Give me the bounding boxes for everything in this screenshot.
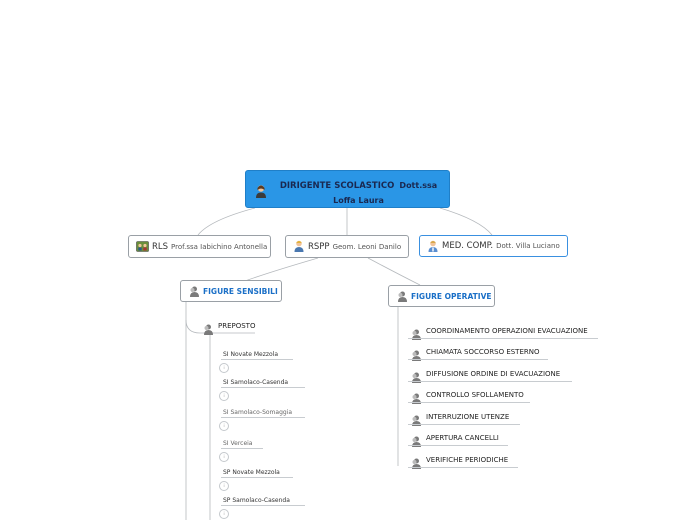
operative-item-label: DIFFUSIONE ORDINE DI EVACUAZIONE	[426, 370, 561, 378]
rls-sub: Prof.ssa Iabichino Antonella	[171, 242, 268, 251]
user-silhouette-icon	[411, 368, 421, 387]
group-photo-icon	[136, 237, 149, 256]
root-subtitle-a: Dott.ssa	[399, 181, 438, 190]
list-item-operative-1[interactable]	[400, 345, 550, 361]
sensibili-item-label: SI Novate Mezzola	[223, 351, 279, 358]
rspp-sub: Geom. Leoni Danilo	[332, 242, 402, 251]
list-item-sensibili-2[interactable]	[211, 404, 296, 430]
med-sub: Dott. Villa Luciano	[496, 242, 560, 250]
note-icon[interactable]: i	[219, 509, 229, 519]
root-subtitle-b: Loffa Laura	[333, 196, 384, 205]
sensibili-item-label: SI Verceia	[223, 440, 253, 447]
rspp-label: RSPP	[308, 241, 330, 252]
sensibili-item-label: SP Novate Mezzola	[223, 469, 280, 476]
list-item-operative-4[interactable]	[400, 410, 520, 426]
user-silhouette-icon	[189, 282, 199, 301]
list-item-sensibili-1[interactable]	[211, 374, 296, 400]
list-item-sensibili-4[interactable]	[211, 464, 286, 490]
user-silhouette-icon	[411, 432, 421, 451]
note-icon[interactable]: i	[219, 452, 229, 462]
node-rls[interactable]	[128, 235, 271, 258]
list-item-sensibili-0[interactable]	[211, 346, 286, 372]
list-item-operative-5[interactable]	[400, 431, 508, 447]
figure-operative-title: FIGURE OPERATIVE	[411, 291, 492, 301]
list-item-sensibili-3[interactable]	[211, 435, 261, 461]
sensibili-item-label: SI Samolaco-Somaggia	[223, 409, 293, 416]
list-item-operative-2[interactable]	[400, 367, 572, 383]
operative-item-label: INTERRUZIONE UTENZE	[426, 413, 510, 421]
list-item-operative-3[interactable]	[400, 388, 530, 404]
note-icon[interactable]: i	[219, 421, 229, 431]
user-silhouette-icon	[411, 346, 421, 365]
man-person-icon	[294, 237, 304, 256]
note-icon[interactable]: i	[219, 363, 229, 373]
operative-item-label: CONTROLLO SFOLLAMENTO	[426, 391, 524, 399]
root-title: DIRIGENTE SCOLASTICO	[279, 181, 395, 191]
root-node-dirigente[interactable]	[245, 170, 450, 208]
woman-person-icon	[255, 183, 267, 202]
node-figure-sensibili[interactable]	[180, 280, 282, 302]
operative-item-label: COORDINAMENTO OPERAZIONI EVACUAZIONE	[426, 327, 588, 335]
user-silhouette-icon	[411, 389, 421, 408]
user-silhouette-icon	[411, 454, 421, 473]
user-silhouette-icon	[411, 411, 421, 430]
sensibili-item-label: SP Samolaco-Casenda	[223, 497, 290, 504]
note-icon[interactable]: i	[219, 481, 229, 491]
node-figure-operative[interactable]	[388, 285, 495, 307]
med-label: MED. COMP.	[442, 241, 494, 251]
rls-label: RLS	[152, 241, 169, 252]
user-silhouette-icon	[411, 325, 421, 344]
node-med-comp[interactable]	[419, 235, 568, 257]
note-icon[interactable]: i	[219, 391, 229, 401]
list-item-sensibili-5[interactable]	[211, 492, 296, 518]
node-rspp[interactable]	[285, 235, 409, 258]
user-silhouette-icon	[397, 287, 407, 306]
figure-sensibili-title: FIGURE SENSIBILI	[203, 286, 278, 296]
doctor-person-icon	[428, 237, 438, 256]
sensibili-item-label: SI Samolaco-Casenda	[223, 379, 289, 386]
node-preposto[interactable]	[203, 320, 258, 334]
list-item-operative-0[interactable]	[400, 324, 600, 340]
list-item-operative-6[interactable]	[400, 453, 520, 469]
operative-item-label: CHIAMATA SOCCORSO ESTERNO	[426, 348, 540, 356]
operative-item-label: VERIFICHE PERIODICHE	[426, 456, 509, 464]
preposto-label: PREPOSTO	[218, 322, 256, 330]
user-silhouette-icon	[203, 320, 213, 339]
operative-item-label: APERTURA CANCELLI	[426, 434, 499, 442]
